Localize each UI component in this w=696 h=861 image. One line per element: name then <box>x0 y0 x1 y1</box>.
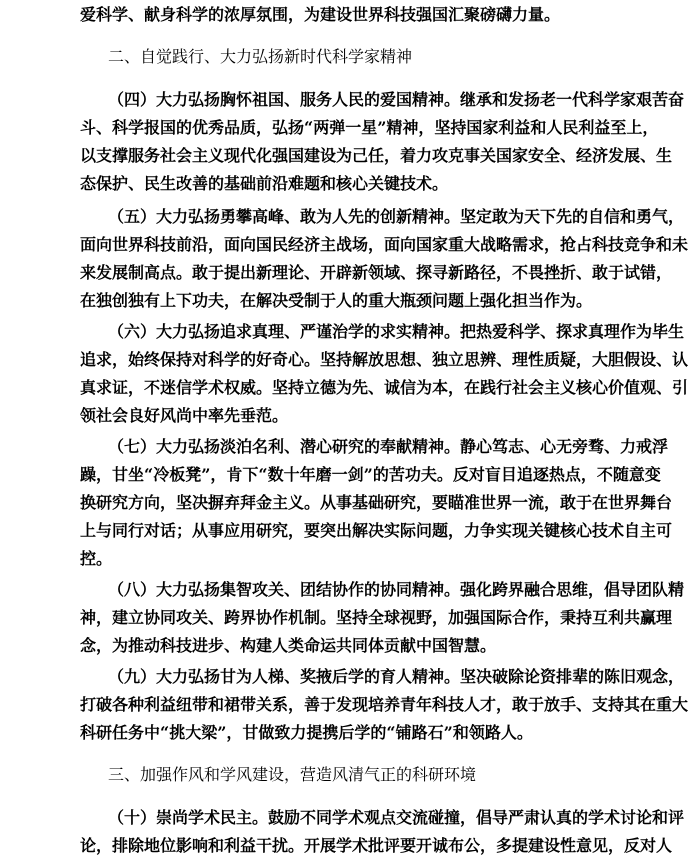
paragraph-9-line-3: 科研任务中“挑大梁”，甘做致力提携后学的“铺路石”和领路人。 <box>80 723 533 742</box>
paragraph-8-line-1: （八）大力弘扬集智攻关、团结协作的协同精神。强化跨界融合思维，倡导团队精 <box>108 580 685 599</box>
paragraph-4-line-2: 斗、科学报国的优秀品质，弘扬“两弹一星”精神，坚持国家利益和人民利益至上， <box>80 118 659 137</box>
paragraph-5-line-4: 在独创独有上下功夫，在解决受制于人的重大瓶颈问题上强化担当作为。 <box>80 291 593 310</box>
text-line-continuation: 爱科学、献身科学的浓厚氛围，为建设世界科技强国汇聚磅礴力量。 <box>80 5 561 24</box>
paragraph-4-line-3: 以支撑服务社会主义现代化强国建设为己任，着力攻克事关国家安全、经济发展、生 <box>80 146 673 165</box>
paragraph-9-line-1: （九）大力弘扬甘为人梯、奖掖后学的育人精神。坚决破除论资排辈的陈旧观念， <box>108 667 685 686</box>
paragraph-8-line-2: 神，建立协同攻关、跨界协作机制。坚持全球视野，加强国际合作，秉持互利共赢理 <box>80 608 673 627</box>
paragraph-6-line-1: （六）大力弘扬追求真理、严谨治学的求实精神。把热爱科学、探求真理作为毕生 <box>108 322 685 341</box>
paragraph-6-line-2: 追求，始终保持对科学的好奇心。坚持解放思想、独立思辨、理性质疑，大胆假设、认 <box>80 350 689 369</box>
paragraph-5-line-2: 面向世界科技前沿，面向国民经济主战场，面向国家重大战略需求，抢占科技竞争和未 <box>80 235 689 254</box>
section-heading-3: 三、加强作风和学风建设，营造风清气正的科研环境 <box>108 765 477 784</box>
section-heading-2: 二、自觉践行、大力弘扬新时代科学家精神 <box>108 47 413 66</box>
paragraph-10-line-1: （十）崇尚学术民主。鼓励不同学术观点交流碰撞，倡导严肃认真的学术讨论和评 <box>108 808 685 827</box>
paragraph-9-line-2: 打破各种利益纽带和裙带关系，善于发现培养青年科技人才，敢于放手、支持其在重大 <box>80 695 689 714</box>
paragraph-4-line-4: 态保护、民生改善的基础前沿难题和核心关键技术。 <box>80 174 449 193</box>
paragraph-4-line-1: （四）大力弘扬胸怀祖国、服务人民的爱国精神。继承和发扬老一代科学家艰苦奋 <box>108 90 685 109</box>
paragraph-10-line-2: 论，排除地位影响和利益干扰。开展学术批评要开诚布公，多提建设性意见，反对人 <box>80 836 673 855</box>
paragraph-7-line-1: （七）大力弘扬淡泊名利、潜心研究的奉献精神。静心笃志、心无旁骛、力戒浮 <box>108 437 669 456</box>
paragraph-7-line-2: 躁，甘坐“冷板凳”，肯下“数十年磨一剑”的苦功夫。反对盲目追逐热点，不随意变 <box>80 465 661 484</box>
paragraph-7-line-5: 控。 <box>80 549 113 568</box>
paragraph-5-line-1: （五）大力弘扬勇攀高峰、敢为人先的创新精神。坚定敢为天下先的自信和勇气， <box>108 207 685 226</box>
paragraph-6-line-4: 领社会良好风尚中率先垂范。 <box>80 406 289 425</box>
paragraph-8-line-3: 念，为推动科技进步、构建人类命运共同体贡献中国智慧。 <box>80 636 497 655</box>
paragraph-6-line-3: 真求证，不迷信学术权威。坚持立德为先、诚信为本，在践行社会主义核心价值观、引 <box>80 378 689 397</box>
paragraph-5-line-3: 来发展制高点。敢于提出新理论、开辟新领域、探寻新路径，不畏挫折、敢于试错， <box>80 263 673 282</box>
paragraph-7-line-4: 上与同行对话；从事应用研究，要突出解决实际问题，力争实现关键核心技术自主可 <box>80 521 673 540</box>
paragraph-7-line-3: 换研究方向，坚决摒弃拜金主义。从事基础研究，要瞄准世界一流，敢于在世界舞台 <box>80 493 673 512</box>
